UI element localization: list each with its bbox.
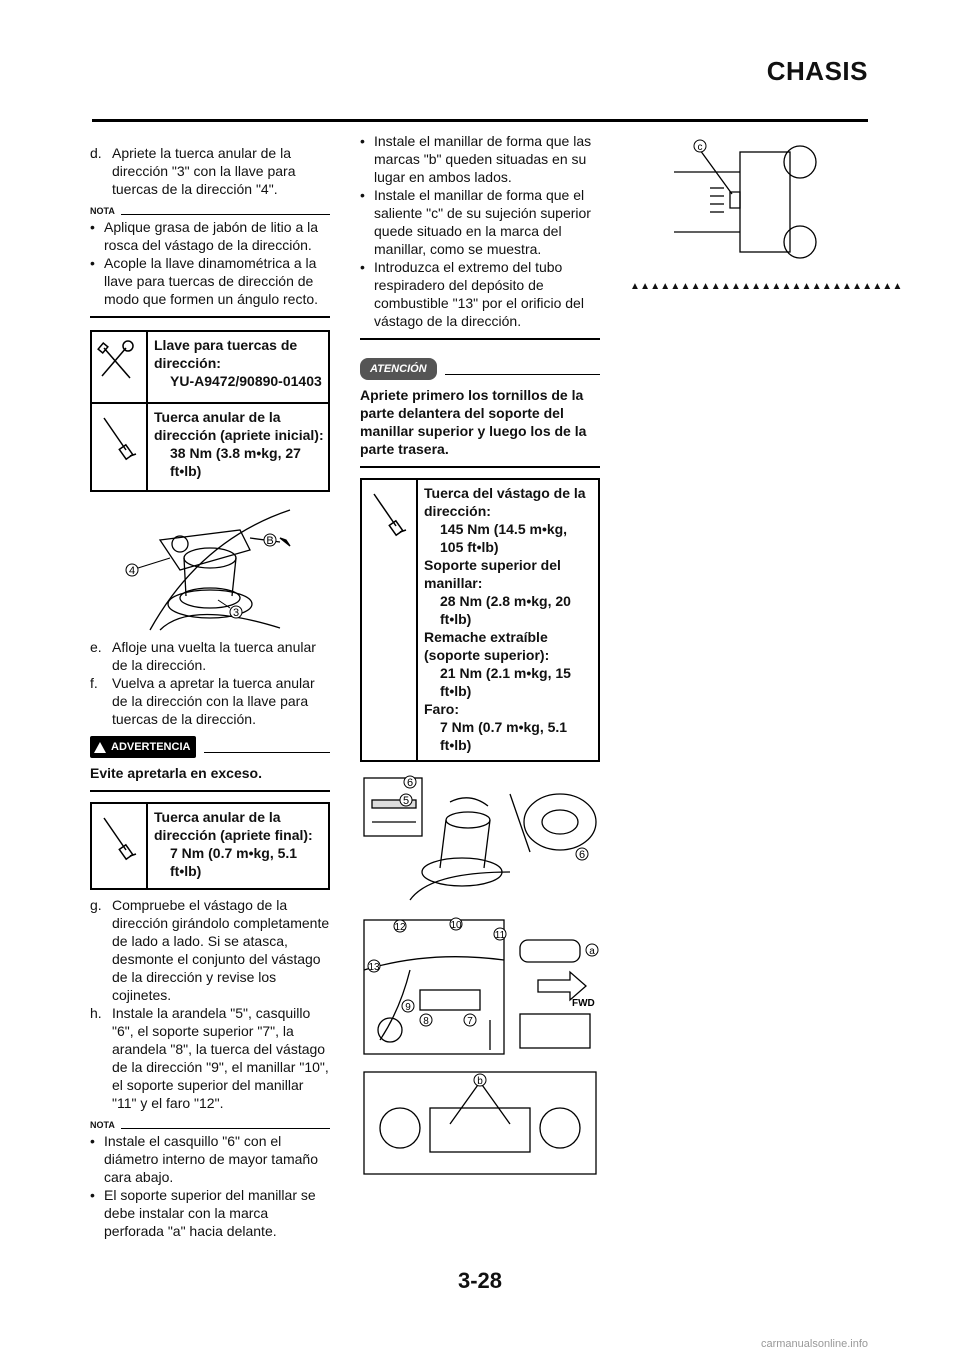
wrench-icon: [92, 332, 148, 402]
spec-row: [92, 402, 328, 490]
spec-value: 28 Nm (2.8 m•kg, 20 ft•lb): [440, 593, 571, 627]
callout-a: a: [589, 946, 595, 957]
fwd-label: FWD: [572, 998, 595, 1009]
advertencia-badge: ADVERTENCIA: [90, 736, 196, 758]
page-number: 3-28: [457, 1268, 503, 1293]
callout-12: 12: [394, 922, 406, 933]
nota-2-bullet: • El soporte superior del manillar se debe instalar con la marca perforada "a" hacia delante.: [90, 1186, 330, 1240]
spec-box-2: [90, 802, 330, 890]
spec-value: YU-A9472/90890-01403: [170, 373, 322, 389]
spec-title: Tuerca anular de la dirección (apriete final):: [154, 809, 313, 843]
nota-1-bullet: • Aplique grasa de jabón de litio a la rosca del vástago de la dirección.: [90, 218, 330, 254]
callout-4: 4: [128, 565, 136, 577]
callout-8: 8: [423, 1016, 429, 1027]
step-g-text: Compruebe el vástago de la dirección girándolo completamente de lado a lado. Si se atasca, desmonte el conjunto del vástago de la dirección y revise los cojinetes.: [112, 897, 330, 1003]
callout-5: 5: [402, 795, 410, 807]
handlebar-assembly-figure: [360, 910, 600, 1060]
callout-13: 13: [368, 962, 380, 973]
header-rule: [92, 119, 868, 122]
spec-value: 7 Nm (0.7 m•kg, 5.1 ft•lb): [170, 845, 298, 879]
step-h-text: Instale la arandela "5", casquillo "6", el soporte superior "7", la arandela "8", la tuerca del vástago de la dirección "9", el manillar "10", el soporte superior del manillar "11" y el faro "12".: [112, 1005, 329, 1111]
page-title: CHASIS: [766, 56, 868, 86]
step-g: g. Compruebe el vástago de la dirección girándolo completamente de lado a lado. Si se atasca, desmonte el conjunto del vástago de la dirección y revise los cojinetes.: [90, 897, 330, 1003]
spec-title: Soporte superior del manillar:: [424, 557, 561, 591]
bullet: • Instale el manillar de forma que las marcas "b" queden situadas en su lugar en ambos lados.: [360, 132, 600, 186]
spec-title: Remache extraíble (soporte superior):: [424, 629, 550, 663]
atencion-badge: ATENCIÓN: [360, 358, 437, 380]
advertencia-heading: [90, 736, 330, 758]
warning-icon: [94, 742, 106, 753]
step-f: f. Vuelva a apretar la tuerca anular de la dirección con la llave para tuercas de la dirección.: [90, 675, 315, 727]
step-h: h. Instale la arandela "5", casquillo "6", el soporte superior "7", la arandela "8", la tuerca del vástago de la dirección "9", el manillar "10", el soporte superior del manillar "11" y el faro "12".: [90, 1005, 329, 1111]
callout-c: c: [697, 142, 703, 153]
step-e-text: Afloje una vuelta la tuerca anular de la dirección.: [112, 639, 316, 673]
advertencia-text: Evite apretarla en exceso.: [90, 765, 262, 781]
callout-9: 9: [405, 1002, 411, 1013]
step-d: d. Apriete la tuerca anular de la dirección "3" con la llave para tuercas de la dirección "4".: [90, 145, 296, 197]
atencion-heading: [360, 358, 600, 380]
handlebar-mark-figure: [670, 132, 840, 270]
spec-box-3: [360, 478, 600, 762]
spec-title: Faro:: [424, 701, 459, 717]
spec-value: 38 Nm (3.8 m•kg, 27 ft•lb): [170, 445, 301, 479]
watermark: carmanualsonline.info: [760, 1338, 868, 1350]
atencion-text: Apriete primero los tornillos de la parte delantera del soporte del manillar superior y luego los de la parte trasera.: [360, 387, 587, 457]
callout-b: b: [477, 1076, 483, 1087]
column-3: [630, 132, 903, 296]
nota-1-end-rule: [90, 316, 330, 318]
callout-3: 3: [232, 607, 240, 619]
nota-1-bullet: • Acople la llave dinamométrica a la llave para tuercas de dirección de modo que formen un ángulo recto.: [90, 254, 330, 308]
advertencia-end-rule: [90, 790, 330, 792]
steering-nut-figure: [90, 500, 330, 632]
step-f-text: Vuelva a apretar la tuerca anular de la dirección con la llave para tuercas de la dirección.: [112, 675, 315, 727]
spec-title: Tuerca del vástago de la dirección:: [424, 485, 586, 519]
callout-7: 7: [467, 1016, 473, 1027]
column-1: [90, 144, 330, 1240]
step-e: e. Afloje una vuelta la tuerca anular de la dirección.: [90, 639, 316, 673]
nota-2-heading: NOTA: [90, 1120, 330, 1130]
torque-wrench-icon: [362, 480, 418, 760]
torque-wrench-icon: [92, 804, 148, 888]
step-d-text: Apriete la tuerca anular de la dirección "3" con la llave para tuercas de la dirección "4".: [112, 145, 296, 197]
spec-value: 7 Nm (0.7 m•kg, 5.1 ft•lb): [440, 719, 568, 753]
atencion-end-rule: [360, 466, 600, 468]
callout-6: 6: [406, 777, 414, 789]
spec-value: 145 Nm (14.5 m•kg, 105 ft•lb): [440, 521, 568, 555]
washer-bushing-figure: [360, 772, 600, 902]
bullet: • Introduzca el extremo del tubo respiradero del depósito de combustible "13" por el orificio del vástago de la dirección.: [360, 258, 600, 330]
spec-row: [92, 332, 328, 402]
spec-value: 21 Nm (2.1 m•kg, 15 ft•lb): [440, 665, 571, 699]
spec-title: Tuerca anular de la dirección (apriete inicial):: [154, 409, 324, 443]
callout-b: B: [266, 535, 274, 547]
torque-wrench-icon: [92, 404, 148, 490]
nota-1-heading: NOTA: [90, 206, 330, 216]
bullet: • Instale el manillar de forma que el saliente "c" de su sujeción superior quede situado en la marca del manillar, como se muestra.: [360, 186, 600, 258]
nota-2-bullet: • Instale el casquillo "6" con el diámetro interno de mayor tamaño cara abajo.: [90, 1132, 330, 1186]
bullets-end-rule: [360, 338, 600, 340]
callout-10: 10: [450, 920, 462, 931]
column-2: [360, 132, 600, 1178]
spec-box-1: [90, 330, 330, 492]
spec-title: Llave para tuercas de dirección:: [154, 337, 298, 371]
callout-11: 11: [494, 930, 506, 941]
handlebar-clamp-figure: [360, 1068, 600, 1178]
callout-6: 6: [578, 849, 586, 861]
end-marks: ▲▲▲▲▲▲▲▲▲▲▲▲▲▲▲▲▲▲▲▲▲▲▲▲▲▲▲: [630, 281, 903, 292]
